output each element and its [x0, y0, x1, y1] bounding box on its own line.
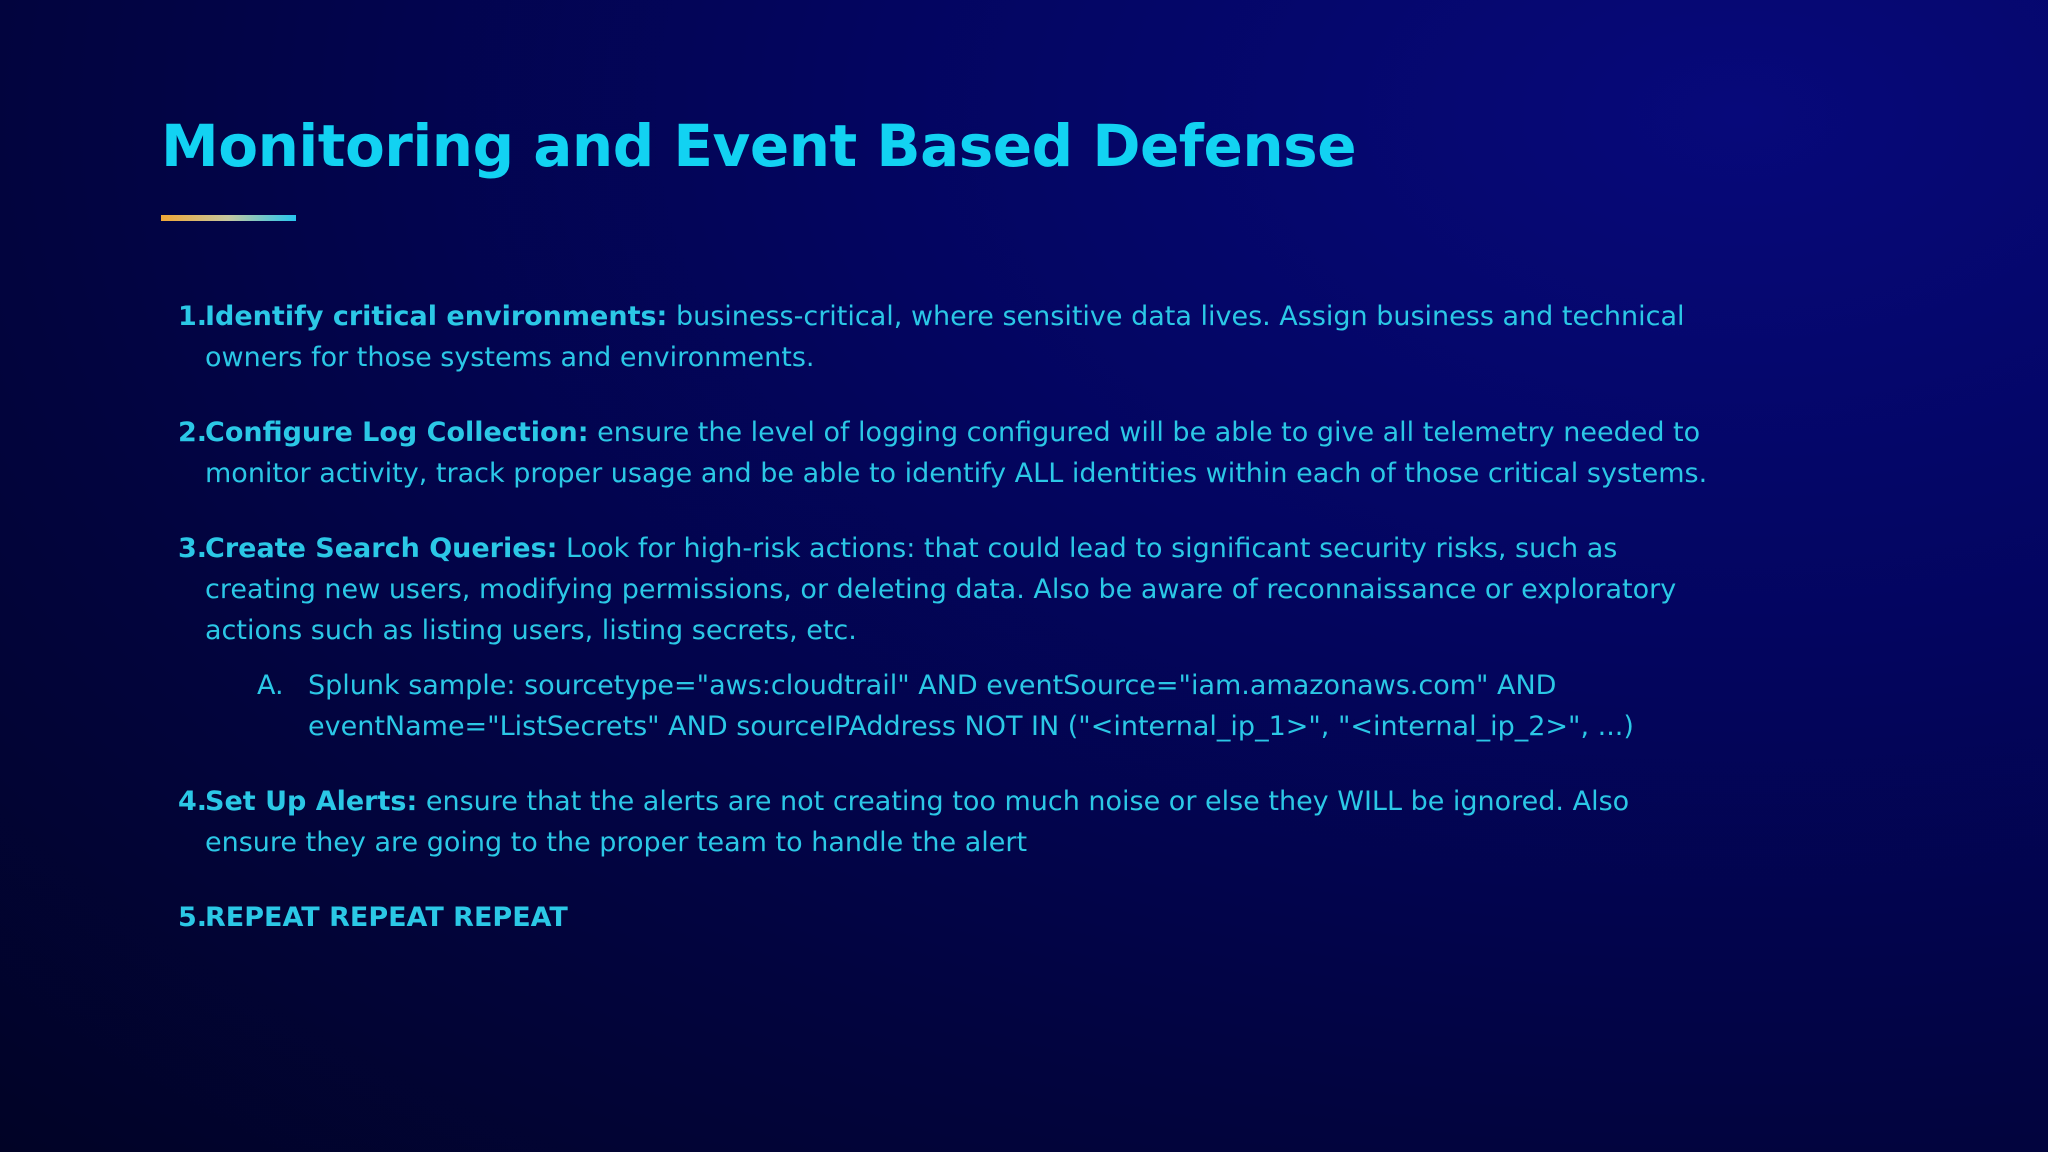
item-label: REPEAT REPEAT REPEAT: [205, 902, 568, 933]
sub-item-marker: A.: [257, 670, 284, 701]
list-item-4: [178, 781, 1718, 863]
item-number: 4.: [178, 786, 208, 817]
steps-list: [178, 296, 1718, 972]
item-text: Look for high-risk actions: that could lead to significant security risks, such as creating new users, modifying permissions, or deleting data. Also be aware of reconnaissance or exploratory actions such as listing users, listing secrets, etc.: [205, 533, 1677, 646]
list-item-5: [178, 897, 1718, 938]
sub-item-a: [257, 665, 1718, 747]
item-text: business-critical, where sensitive data lives. Assign business and technical owners for those systems and environments.: [205, 301, 1685, 373]
item-label: Configure Log Collection:: [205, 417, 589, 448]
item-number: 1.: [178, 301, 208, 332]
item-text: ensure the level of logging configured will be able to give all telemetry needed to monitor activity, track proper usage and be able to identify ALL identities within each of those critical systems.: [205, 417, 1708, 489]
slide-title: Monitoring and Event Based Defense: [161, 112, 1357, 180]
item-number: 3.: [178, 533, 208, 564]
item-number: 5.: [178, 902, 208, 933]
sub-item-text: Splunk sample: sourcetype="aws:cloudtrail" AND eventSource="iam.amazonaws.com" AND eventName="ListSecrets" AND sourceIPAddress NOT IN ("<internal_ip_1>", "<internal_ip_2>", ...): [308, 670, 1634, 742]
item-number: 2.: [178, 417, 208, 448]
item-label: Set Up Alerts:: [205, 786, 418, 817]
item-text: ensure that the alerts are not creating too much noise or else they WILL be ignored. Also ensure they are going to the proper team to handle the alert: [205, 786, 1630, 858]
list-item-1: [178, 296, 1718, 378]
list-item-3: [178, 528, 1718, 747]
title-accent-bar: [161, 215, 296, 221]
item-label: Create Search Queries:: [205, 533, 558, 564]
item-label: Identify critical environments:: [205, 301, 668, 332]
list-item-2: [178, 412, 1718, 494]
